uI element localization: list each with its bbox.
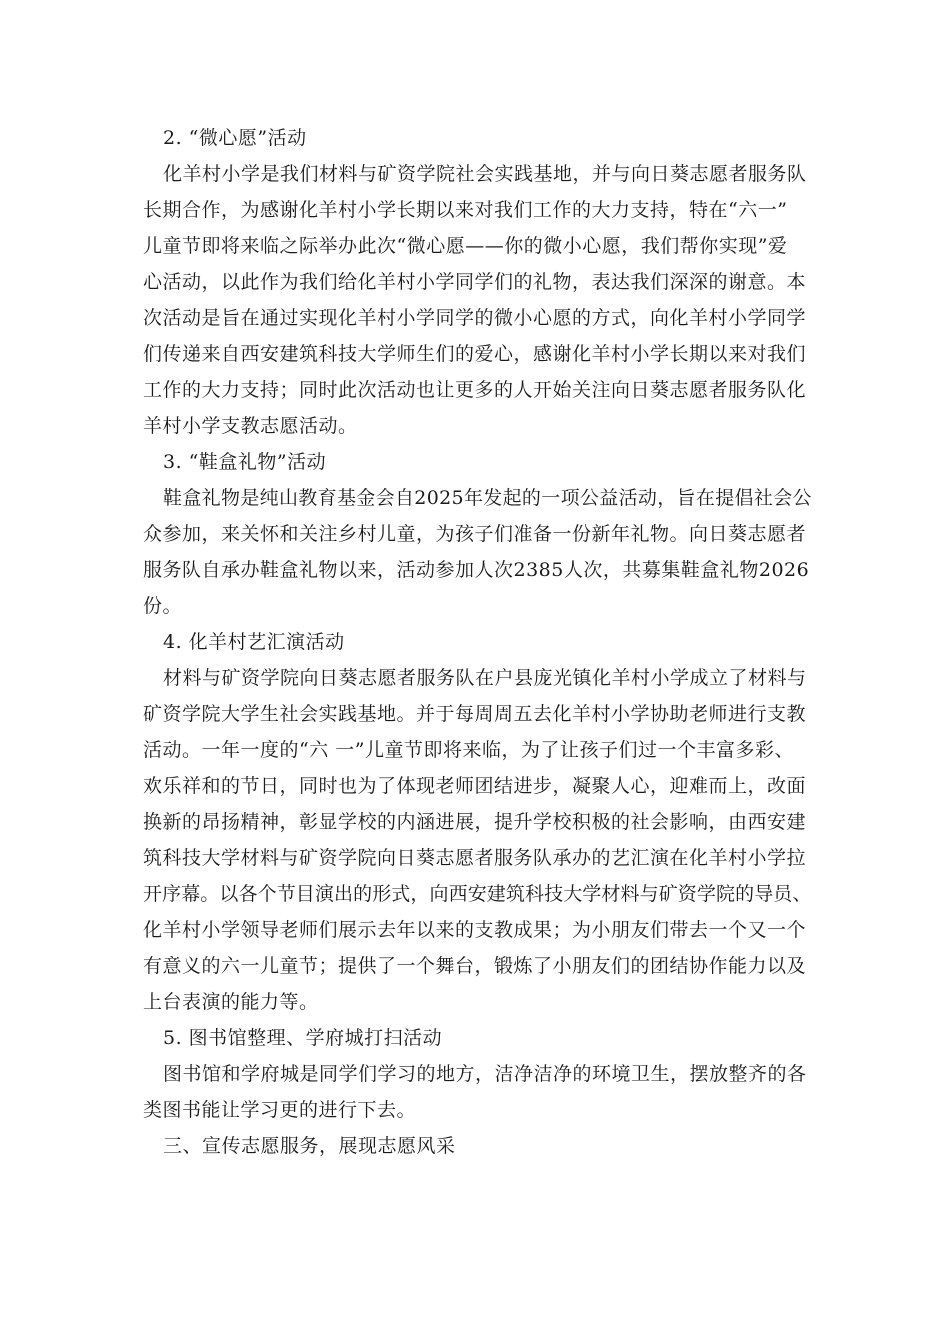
paragraph-line: 材料与矿资学院向日葵志愿者服务队在户县庞光镇化羊村小学成立了材料与 — [163, 667, 807, 689]
paragraph-line: 次活动是旨在通过实现化羊村小学同学的微小心愿的方式，向化羊村小学同学 — [143, 307, 807, 329]
chapter-heading-promotion: 三、宣传志愿服务，展现志愿风采 — [163, 1135, 456, 1157]
paragraph-line: 换新的昂扬精神，彰显学校的内涵进展，提升学校积极的社会影响，由西安建 — [143, 811, 807, 833]
paragraph-line: 开序幕。以各个节目演出的形式，向西安建筑科技大学材料与矿资学院的导员、 — [143, 883, 812, 905]
section-heading-micro-wish: 2. “微心愿”活动 — [163, 127, 307, 149]
paragraph-line: 服务队自承办鞋盒礼物以来，活动参加人次2385人次，共募集鞋盒礼物2026 — [143, 559, 810, 581]
paragraph-line: 羊村小学支教志愿活动。 — [143, 415, 358, 437]
paragraph-line: 筑科技大学材料与矿资学院向日葵志愿者服务队承办的艺汇演在化羊村小学拉 — [143, 847, 807, 869]
paragraph-line: 众参加，来关怀和关注乡村儿童，为孩子们准备一份新年礼物。向日葵志愿者 — [143, 523, 807, 545]
paragraph-line: 儿童节即将来临之际举办此次“微心愿——你的微小心愿，我们帮你实现”爱 — [143, 235, 788, 257]
paragraph-line: 有意义的六一儿童节；提供了一个舞台，锻炼了小朋友们的团结协作能力以及 — [143, 955, 807, 977]
section-heading-shoebox-gift: 3. “鞋盒礼物”活动 — [163, 451, 327, 473]
paragraph-line: 类图书能让学习更的进行下去。 — [143, 1099, 417, 1121]
paragraph-line: 图书馆和学府城是同学们学习的地方，洁净洁净的环境卫生，摆放整齐的各 — [163, 1063, 807, 1085]
paragraph-line: 工作的大力支持；同时此次活动也让更多的人开始关注向日葵志愿者服务队化 — [143, 379, 807, 401]
paragraph-line: 上台表演的能力等。 — [143, 991, 319, 1013]
paragraph-line: 鞋盒礼物是纯山教育基金会自2025年发起的一项公益活动，旨在提倡社会公 — [163, 487, 812, 509]
paragraph-line: 们传递来自西安建筑科技大学师生们的爱心，感谢化羊村小学长期以来对我们 — [143, 343, 807, 365]
paragraph-line: 化羊村小学领导老师们展示去年以来的支教成果；为小朋友们带去一个又一个 — [143, 919, 807, 941]
paragraph-line: 矿资学院大学生社会实践基地。并于每周周五去化羊村小学协助老师进行支教 — [143, 703, 807, 725]
paragraph-line: 欢乐祥和的节日，同时也为了体现老师团结进步，凝聚人心，迎难而上，改面 — [143, 775, 807, 797]
paragraph-line: 长期合作，为感谢化羊村小学长期以来对我们工作的大力支持，特在“六一” — [143, 199, 788, 221]
paragraph-line: 份。 — [143, 595, 183, 617]
paragraph-line: 化羊村小学是我们材料与矿资学院社会实践基地，并与向日葵志愿者服务队 — [163, 163, 807, 185]
section-heading-art-performance: 4. 化羊村艺汇演活动 — [163, 631, 345, 653]
section-heading-library-cleanup: 5. 图书馆整理、学府城打扫活动 — [163, 1027, 443, 1049]
paragraph-line: 活动。一年一度的“六 一”儿童节即将来临，为了让孩子们过一个丰富多彩、 — [143, 739, 794, 761]
paragraph-line: 心活动，以此作为我们给化羊村小学同学们的礼物，表达我们深深的谢意。本 — [143, 271, 807, 293]
